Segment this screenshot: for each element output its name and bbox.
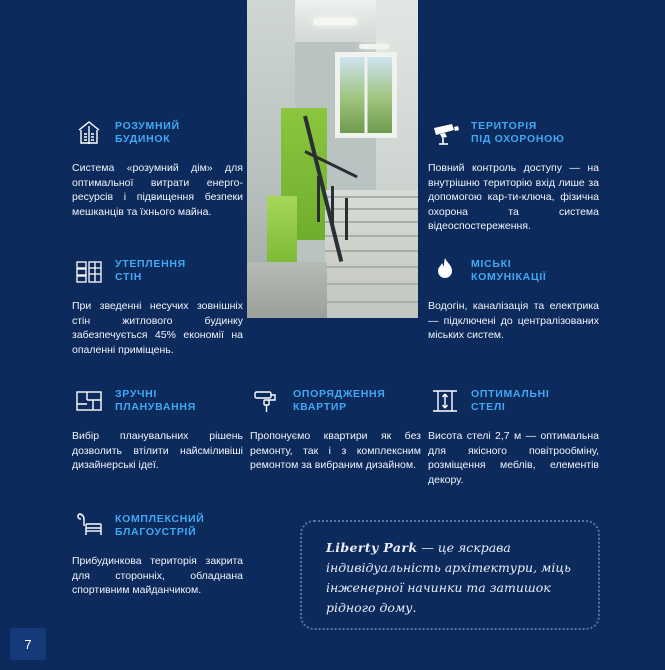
feature-optimal-ceilings: [428, 380, 599, 487]
feature-text: Повний контроль доступу — на внутрішню територію вхід лише за допомогою кар-ти-ключа, фізична охорона та система відеоспостереження.: [428, 162, 599, 232]
brand-name: Liberty Park: [326, 540, 418, 555]
photo-green-wall-lower: [267, 196, 297, 266]
feature-smart-house: [72, 112, 243, 219]
stairwell-photo: [247, 0, 418, 318]
feature-text: При зведенні несучих зовнішніх стін житлового будинку забезпечується 45% економії на опаленні приміщень.: [72, 300, 243, 356]
park-bench-icon: [72, 509, 106, 543]
feature-wall-insulation: [72, 250, 243, 357]
feature-text: Прибудинкова територія закрита для сторонніх, обладнана спортивним майданчиком.: [72, 555, 243, 596]
note-text-block: [326, 538, 574, 618]
ceiling-height-icon: [428, 384, 462, 418]
feature-title: ЗРУЧНІ ПЛАНУВАННЯ: [115, 388, 196, 413]
page-number: 7: [10, 628, 46, 660]
feature-convenient-layouts: [72, 380, 243, 473]
feature-apartment-finishing: [250, 380, 421, 473]
feature-secured-territory: [428, 112, 599, 234]
note-text: — це яскрава індивідуальність архітектури, міць інженерної начинки та затишок рідного дому.: [326, 540, 571, 615]
feature-text: Система «розумний дім» для оптимальної витрати енерго-ресурсів і підвищення безпеки мешканців та їхнього майна.: [72, 162, 243, 218]
photo-window: [335, 52, 397, 138]
feature-text: Висота стелі 2,7 м — оптимальна для якісного повітрообміну, розміщення меблів, елементів декору.: [428, 430, 599, 486]
feature-title: КОМПЛЕКСНИЙ БЛАГОУСТРІЙ: [115, 513, 205, 538]
feature-text: Пропонуємо квартири як без ремонту, так і з комплексним ремонтом за вибраним дизайном.: [250, 430, 421, 471]
paint-roller-icon: [250, 384, 284, 418]
photo-floor: [247, 262, 327, 318]
feature-title: ТЕРИТОРІЯ ПІД ОХОРОНОЮ: [471, 120, 565, 145]
floorplan-icon: [72, 384, 106, 418]
feature-title: УТЕПЛЕННЯ СТІН: [115, 258, 186, 283]
photo-lamp-secondary: [359, 44, 389, 49]
feature-title: РОЗУМНИЙ БУДИНОК: [115, 120, 180, 145]
feature-title: МІСЬКІ КОМУНІКАЦІЇ: [471, 258, 547, 283]
photo-lamp: [313, 18, 357, 25]
brick-wall-icon: [72, 254, 106, 288]
feature-title: ОПТИМАЛЬНІ СТЕЛІ: [471, 388, 550, 413]
smart-house-icon: [72, 116, 106, 150]
feature-text: Вибір планувальних рішень дозволить втілити найсміливіші дизайнерські ідеї.: [72, 430, 243, 471]
feature-text: Водогін, каналізація та електрика — підключені до централізованих міських систем.: [428, 300, 599, 341]
security-camera-icon: [428, 116, 462, 150]
handwritten-note: [300, 520, 600, 630]
feature-city-utilities: [428, 250, 599, 343]
feature-title: ОПОРЯДЖЕННЯ КВАРТИР: [293, 388, 386, 413]
flame-icon: [428, 254, 462, 288]
feature-complex-landscaping: [72, 505, 243, 598]
